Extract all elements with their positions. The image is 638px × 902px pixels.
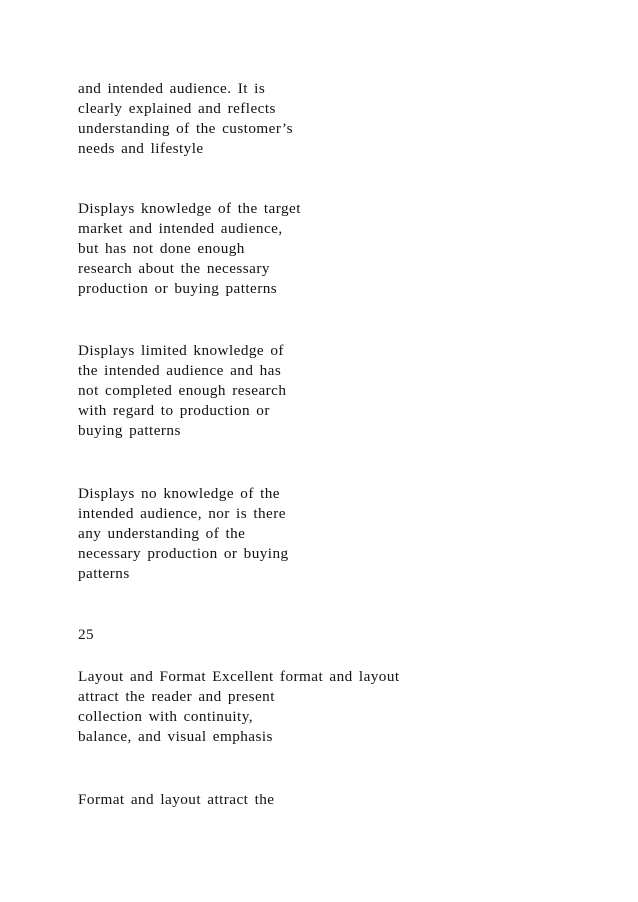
text-line: 25	[78, 626, 95, 643]
points-value	[78, 625, 94, 645]
text-line: the intended audience and has	[78, 362, 282, 380]
text-line: intended audience, nor is there	[78, 505, 286, 523]
text-line: market and intended audience,	[78, 220, 283, 238]
text-line: with regard to production or	[78, 402, 270, 420]
rubric-paragraph-layout-format	[78, 667, 400, 747]
text-line: not completed enough research	[78, 382, 287, 400]
rubric-paragraph-4	[78, 484, 289, 584]
text-line: needs and lifestyle	[78, 140, 204, 158]
text-line: patterns	[78, 565, 130, 583]
text-line: Displays knowledge of the target	[78, 200, 301, 217]
rubric-paragraph-3	[78, 341, 286, 441]
text-line: and intended audience. It is	[78, 80, 266, 97]
text-line: balance, and visual emphasis	[78, 728, 273, 746]
text-line: any understanding of the	[78, 525, 246, 543]
text-line: research about the necessary	[78, 260, 270, 278]
text-line: Format and layout attract the	[78, 791, 275, 808]
text-line: clearly explained and reflects	[78, 100, 276, 118]
text-line: Displays no knowledge of the	[78, 485, 280, 502]
text-line: but has not done enough	[78, 240, 245, 258]
text-line: necessary production or buying	[78, 545, 289, 563]
rubric-paragraph-1	[78, 79, 293, 159]
rubric-paragraph-last	[78, 790, 275, 810]
text-line: production or buying patterns	[78, 280, 278, 298]
text-line: buying patterns	[78, 422, 181, 440]
rubric-paragraph-2	[78, 199, 301, 299]
text-line: collection with continuity,	[78, 708, 254, 726]
text-line: Displays limited knowledge of	[78, 342, 284, 359]
text-line: Layout and Format Excellent format and layout	[78, 668, 400, 685]
text-line: understanding of the customer’s	[78, 120, 293, 138]
text-line: attract the reader and present	[78, 688, 275, 706]
